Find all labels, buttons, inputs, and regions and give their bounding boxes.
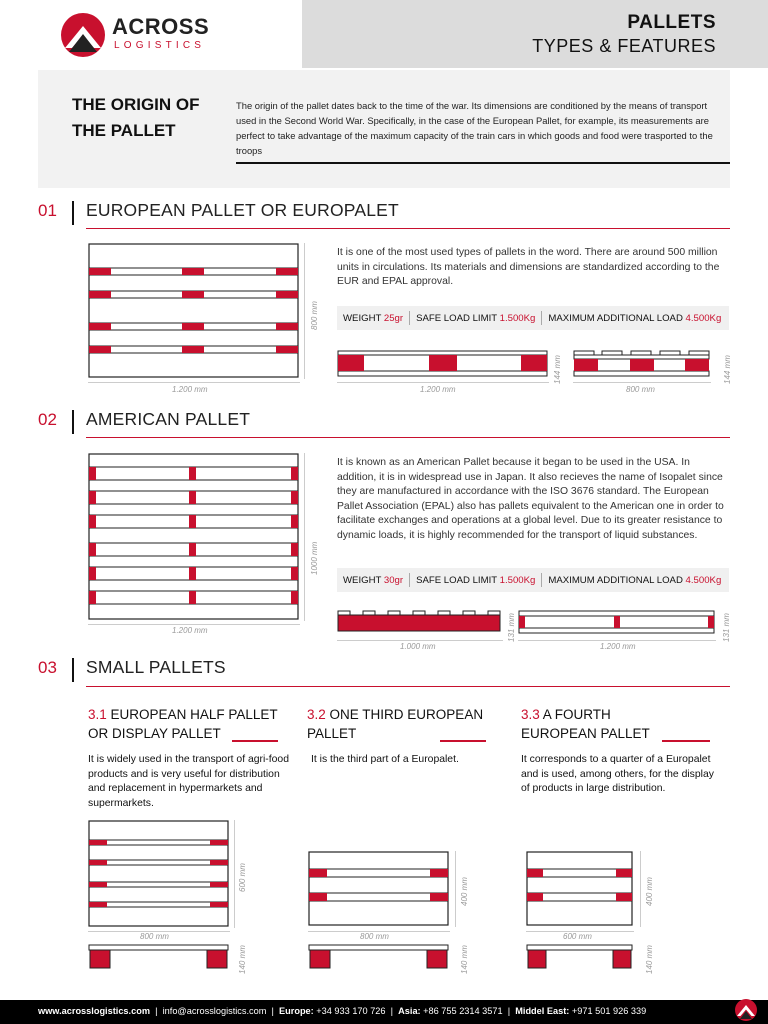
origin-title: THE ORIGIN OF THE PALLET — [72, 95, 200, 140]
spec-weight: WEIGHT 25gr — [343, 312, 404, 324]
small-pallet-text: It corresponds to a quarter of a Europalet and is used, among others, for the display of products in large distribution. — [521, 754, 714, 794]
origin-text: The origin of the pallet dates back to the time of the war. Its dimensions are conditioned by the means of transport used in the Second World War. Specifically, in the case of the European Pallet, for example, its measurements are perfect to take advantage of the maximum capacity of the train cars in which goods and food were trasported to the troops — [236, 100, 713, 156]
footer-contacts: www.acrosslogistics.com | info@acrosslogistics.com | Europe: +34 933 170 726 | Asia: +86 755 2314 3571 | Middel East: +971 501 926 339 — [38, 1006, 647, 1016]
footer-email-link[interactable]: info@acrosslogistics.com — [162, 1006, 267, 1016]
dimension-height: 1000 mm — [310, 541, 319, 575]
spec-bar — [337, 568, 729, 592]
dimension-line — [234, 820, 235, 928]
dimension-height: 144 mm — [723, 355, 732, 384]
header-panel — [302, 0, 768, 68]
dimension-line — [337, 640, 503, 641]
logo-name: ACROSS — [112, 14, 210, 39]
spec-weight: WEIGHT 30gr — [343, 574, 404, 586]
dimension-line — [304, 453, 305, 621]
dimension-line — [640, 851, 641, 927]
spec-safe-load: SAFE LOAD LIMIT 1.500Kg — [416, 574, 536, 586]
quarter-pallet-side-diagram — [526, 944, 634, 970]
dimension-width: 1.200 mm — [172, 385, 208, 394]
dimension-line — [573, 382, 711, 383]
half-pallet-top-diagram — [88, 820, 230, 928]
logo-icon — [58, 12, 108, 58]
dimension-side: 140 mm — [238, 945, 247, 974]
third-pallet-top-diagram — [308, 851, 450, 927]
section-text: It is known as an American Pallet because it began to be used in the USA. In addition, it is in widespread use in Japan. It also recieves the name of Isopalet since they are manufactured in accordance with the ISO 3676 standard. The European Pallet Association (EPAL) also has pallets equivalent to the American one in order to facilitate exchanges and operations at a global level. Due to its greater resistance to dynamic loads, it is highly recommended for the transport of liquid substances. — [337, 457, 724, 541]
dimension-width: 600 mm — [563, 932, 592, 941]
euro-pallet-end-diagram — [573, 350, 711, 378]
section-title: AMERICAN PALLET — [86, 409, 251, 429]
dimension-width: 800 mm — [626, 385, 655, 394]
title-underline — [440, 740, 486, 742]
section-rule — [86, 437, 730, 438]
small-pallet-title: 3.3 A FOURTH EUROPEAN PALLET — [521, 707, 650, 741]
section-rule — [86, 228, 730, 229]
dimension-side: 140 mm — [645, 945, 654, 974]
dimension-line — [337, 382, 549, 383]
dimension-width: 800 mm — [360, 932, 389, 941]
spec-safe-load: SAFE LOAD LIMIT 1.500Kg — [416, 312, 536, 324]
footer-me-label: Middel East: — [515, 1006, 570, 1016]
section-divider — [72, 410, 74, 434]
american-pallet-end-diagram — [518, 610, 716, 634]
section-title: SMALL PALLETS — [86, 657, 226, 677]
dimension-height: 131 mm — [507, 613, 516, 642]
dimension-height: 800 mm — [310, 301, 319, 330]
section-rule — [86, 686, 730, 687]
small-pallet-text: It is the third part of a Europalet. — [311, 754, 459, 765]
american-pallet-side-diagram — [337, 610, 503, 634]
footer-asia-label: Asia: — [398, 1006, 421, 1016]
quarter-pallet-top-diagram — [526, 851, 634, 927]
dimension-side: 140 mm — [460, 945, 469, 974]
dimension-line — [88, 382, 300, 383]
footer-me-phone: +971 501 926 339 — [571, 1006, 647, 1016]
footer-logo-icon — [734, 998, 758, 1022]
dimension-width: 1.200 mm — [600, 642, 636, 651]
footer-asia-phone: +86 755 2314 3571 — [423, 1006, 503, 1016]
dimension-line — [304, 243, 305, 379]
dimension-height: 144 mm — [553, 355, 562, 384]
euro-pallet-top-diagram — [88, 243, 300, 379]
dimension-height: 131 mm — [722, 613, 731, 642]
section-number: 01 — [38, 201, 57, 220]
dimension-line — [88, 624, 300, 625]
section-title: EUROPEAN PALLET OR EUROPALET — [86, 200, 399, 220]
title-underline — [662, 740, 710, 742]
spec-max-load: MAXIMUM ADDITIONAL LOAD 4.500Kg — [548, 574, 722, 586]
footer-web-link[interactable]: www.acrosslogistics.com — [38, 1006, 150, 1016]
section-number: 03 — [38, 658, 57, 677]
third-pallet-side-diagram — [308, 944, 450, 970]
logo-subtitle: LOGISTICS — [114, 40, 206, 51]
section-divider — [72, 201, 74, 225]
page-subtitle: TYPES & FEATURES — [532, 36, 716, 56]
origin-divider — [236, 162, 730, 164]
page-title: PALLETS — [627, 12, 716, 33]
dimension-width: 1.000 mm — [400, 642, 436, 651]
dimension-line — [518, 640, 716, 641]
dimension-height: 400 mm — [460, 877, 469, 906]
small-pallet-title: 3.1 EUROPEAN HALF PALLET OR DISPLAY PALLET — [88, 707, 278, 741]
small-pallet-title: 3.2 ONE THIRD EUROPEAN PALLET — [307, 707, 484, 741]
footer-europe-label: Europe: — [279, 1006, 314, 1016]
dimension-width: 1.200 mm — [420, 385, 456, 394]
american-pallet-top-diagram — [88, 453, 300, 621]
small-pallet-text: It is widely used in the transport of agri-food products and is very useful for distribution and replacement in hypermarkets and supermarkets. — [88, 754, 289, 809]
footer-europe-phone: +34 933 170 726 — [316, 1006, 386, 1016]
dimension-width: 1.200 mm — [172, 626, 208, 635]
half-pallet-side-diagram — [88, 944, 230, 970]
section-text: It is one of the most used types of pallets in the word. There are around 500 million units in circulations. Its materials and dimensions are standardized according to the EUR and EPAL approval. — [337, 247, 720, 287]
dimension-height: 400 mm — [645, 877, 654, 906]
spec-bar — [337, 306, 729, 330]
section-divider — [72, 658, 74, 682]
dimension-height: 600 mm — [238, 863, 247, 892]
section-number: 02 — [38, 410, 57, 429]
euro-pallet-side-diagram — [337, 350, 549, 378]
spec-max-load: MAXIMUM ADDITIONAL LOAD 4.500Kg — [548, 312, 722, 324]
dimension-line — [455, 851, 456, 927]
title-underline — [232, 740, 278, 742]
dimension-width: 800 mm — [140, 932, 169, 941]
